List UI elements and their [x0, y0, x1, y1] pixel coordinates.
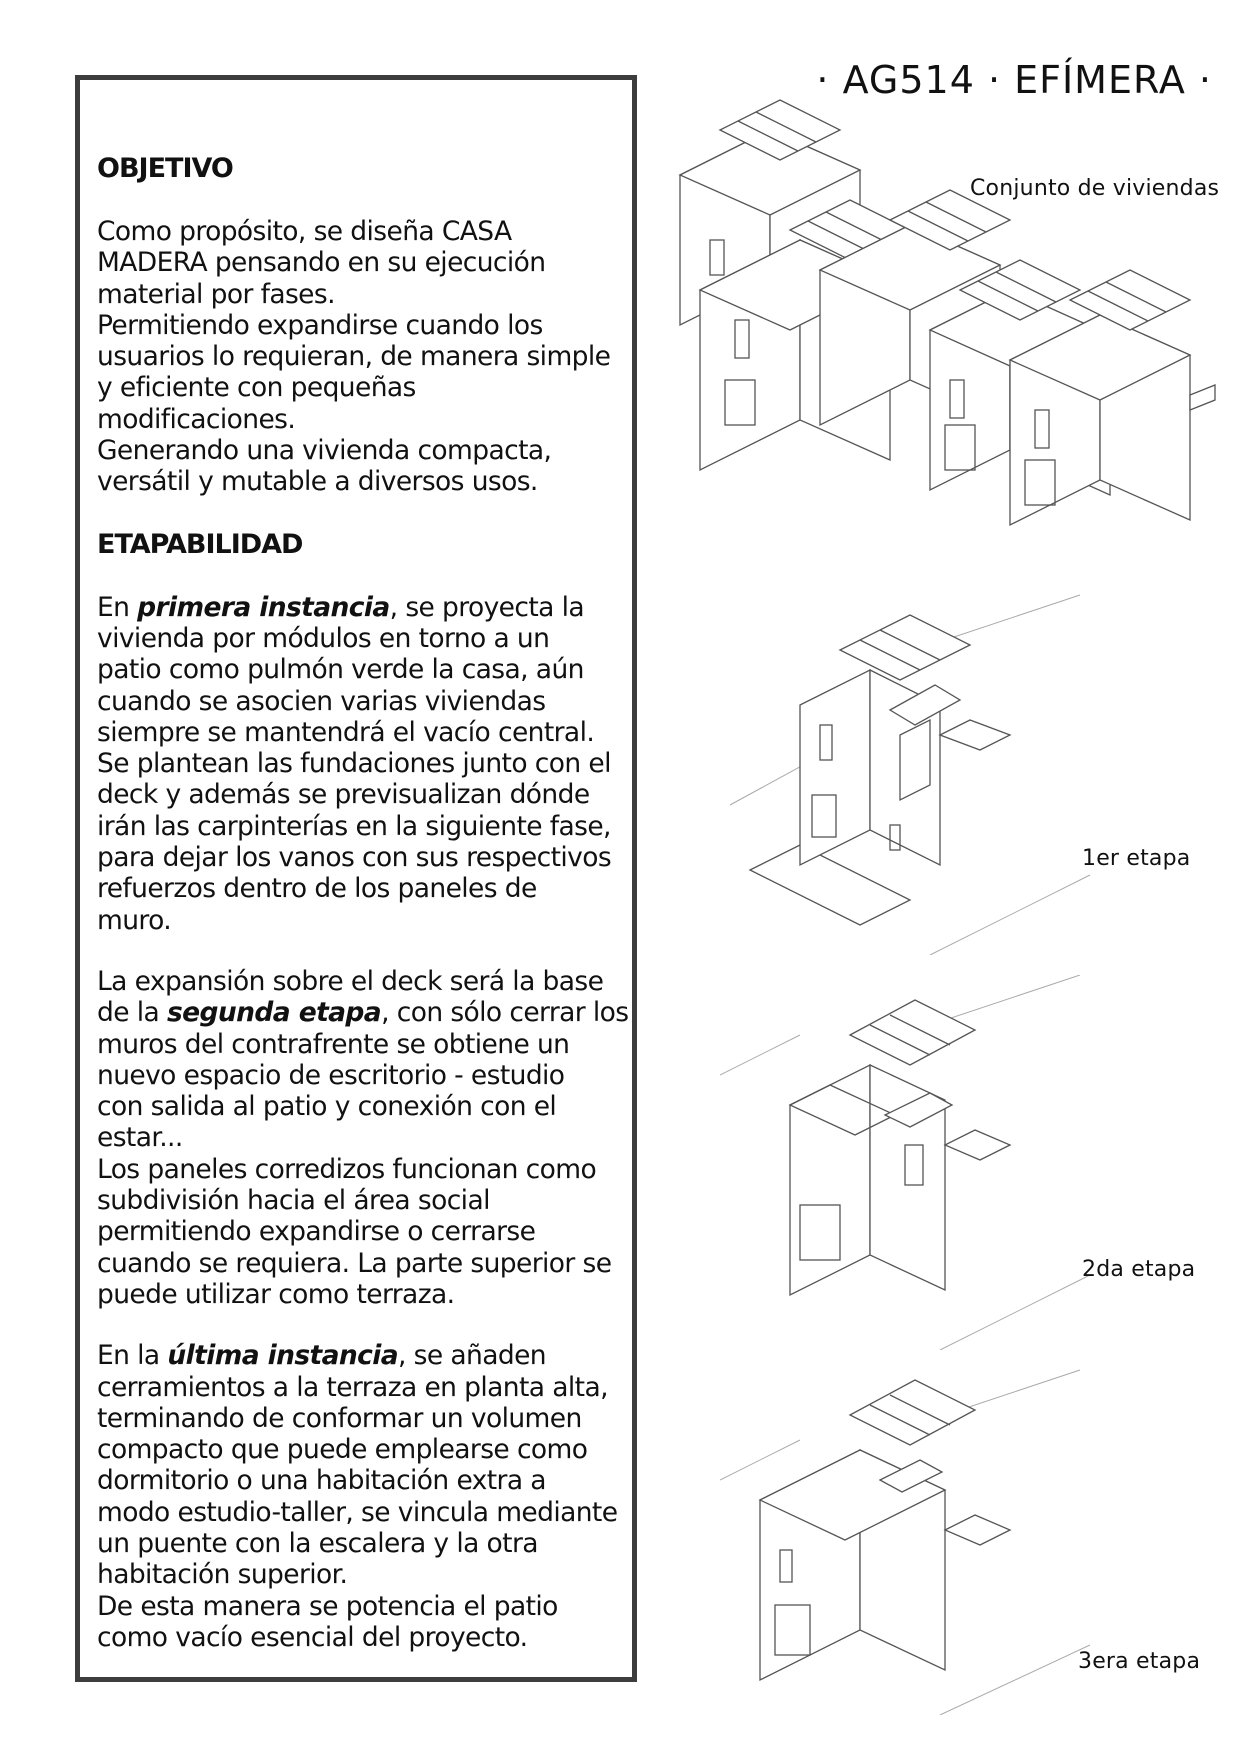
- axonometric-stage-1: [720, 585, 1100, 955]
- emphasis-segunda-etapa: segunda etapa: [166, 997, 382, 1029]
- caption-etapa-2: 2da etapa: [1082, 1257, 1196, 1282]
- text-panel: [75, 75, 637, 1682]
- etapa1-paragraph: En primera instancia, se proyecta la vivienda por módulos en torno a un patio como pulmón verde la casa, aún cuando se asocien varias viviendas siempre se mantendrá el vacío central. Se plantean las fundaciones junto con el deck y además se previsualizan dónde irán las carpinterías en la siguiente fase, para dejar los vanos con sus respectivos refuerzos dentro de los paneles de muro.: [97, 591, 612, 936]
- caption-etapa-1: 1er etapa: [1082, 846, 1191, 871]
- caption-conjunto: Conjunto de viviendas: [970, 176, 1220, 201]
- heading-objetivo: OBJETIVO: [97, 153, 233, 184]
- emphasis-ultima-instancia: última instancia: [167, 1340, 399, 1372]
- heading-etapabilidad: ETAPABILIDAD: [97, 528, 303, 560]
- etapa3-paragraph: En la última instancia, se añaden cerramientos a la terraza en planta alta, terminando de conformar un volumen compacto que puede emplearse como dormitorio o una habitación extra a modo estudio-taller, se vincula mediante un puente con la escalera y la otra habitación superior. De esta manera se potencia el patio como vacío esencial del proyecto.: [97, 1340, 618, 1653]
- document-title: · AG514 · EFÍMERA ·: [816, 58, 1212, 102]
- axonometric-stage-2: [720, 975, 1100, 1350]
- objetivo-paragraph: Como propósito, se diseña CASA MADERA pensando en su ejecución material por fases. Permitiendo expandirse cuando los usuarios lo requieran, de manera simple y eficiente con pequeñas modificaciones. Generando una vivienda compacta, versátil y mutable a diversos usos.: [97, 216, 611, 498]
- axonometric-stage-3: [720, 1360, 1100, 1715]
- axonometric-housing-cluster: [650, 80, 1220, 560]
- panel-content: [97, 152, 642, 1653]
- caption-etapa-3: 3era etapa: [1078, 1649, 1201, 1674]
- etapa2-paragraph: La expansión sobre el deck será la base de la segunda etapa, con sólo cerrar los muros del contrafrente se obtiene un nuevo espacio de escritorio - estudio con salida al patio y conexión con el estar... Los paneles corredizos funcionan como subdivisión hacia el área social permitiendo expandirse o cerrarse cuando se requiera. La parte superior se puede utilizar como terraza.: [97, 965, 629, 1310]
- emphasis-primera-instancia: primera instancia: [137, 591, 390, 623]
